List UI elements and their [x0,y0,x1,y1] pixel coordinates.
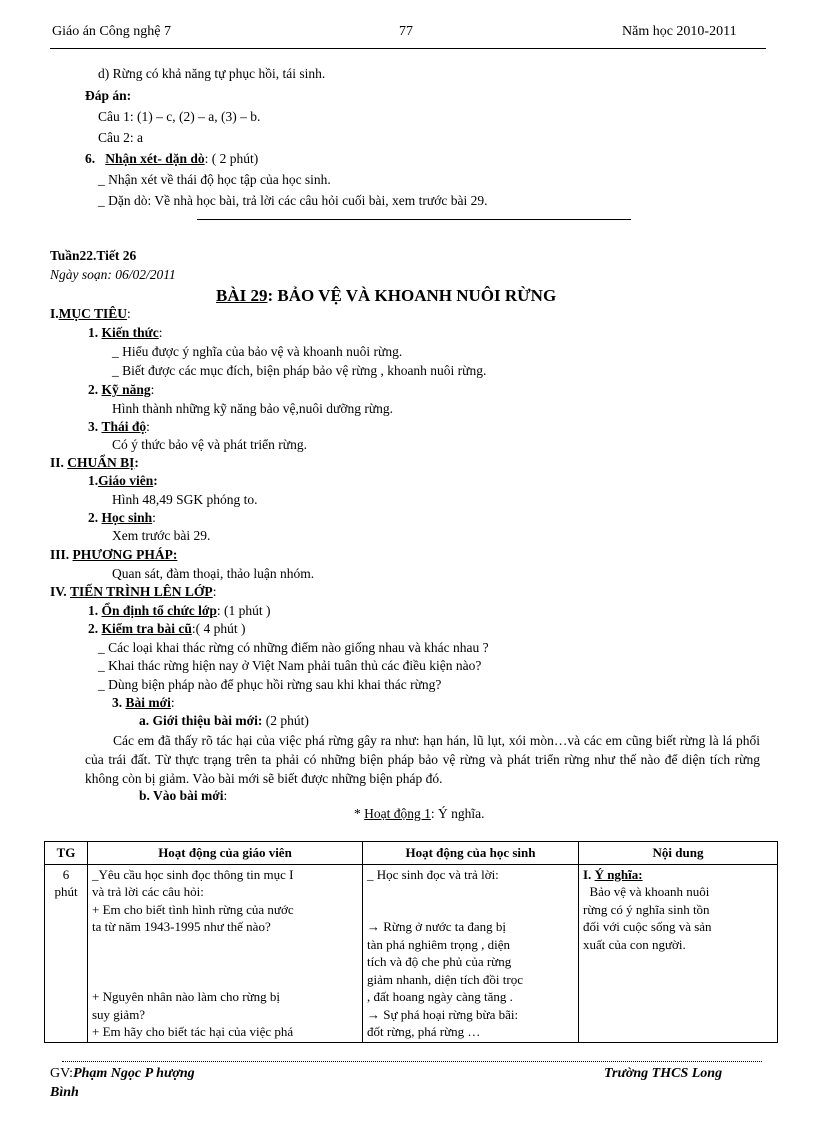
attitude-item-1: Có ý thức bảo vệ và phát triển rừng. [112,437,307,452]
homework-line: _ Dặn dò: Về nhà học bài, trả lời các câu hỏi cuối bài, xem trước bài 29. [98,193,488,208]
section-methods: III. PHƯƠNG PHÁP: [50,547,178,562]
teacher-line: và trả lời các câu hỏi: [92,884,204,899]
review-check: 2. Kiểm tra bài cũ:( 4 phút ) [88,621,246,636]
cell-teacher-activity [88,864,363,1042]
content-line: xuất của con người. [583,936,686,952]
answer-option-d: d) Rừng có khả năng tự phục hồi, tái sinh. [98,66,326,81]
header-rule [50,48,766,49]
student-line: đốt rừng, phá rừng … [367,1024,481,1039]
teacher-line: + Em hãy cho biết tác hại của việc phá [92,1024,294,1039]
introduction-paragraph: Các em đã thấy rõ tác hại của việc phá rừng gây ra như: hạn hán, lũ lụt, xói mòn…và các em cũng biết rừng là lá phổi của trái đất. Từ thực trạng trên ta phải có những biện pháp bảo vệ rừng và phát triển rừng như thế nào để diện tích rừng không còn bị giảm. Vào bài mới sẽ biết được những biện pháp đó. [85,733,760,786]
header-school-year: Năm học 2010-2011 [622,24,737,39]
lesson-start-heading: b. Vào bài mới: [139,788,228,803]
review-question-3: _ Dùng biện pháp nào để phục hồi rừng sau khi khai thác rừng? [98,677,442,692]
student-line: tích và độ che phủ của rừng [367,954,512,969]
footer-school: Trường THCS Long [604,1066,723,1081]
content-line: đối với cuộc sống và sản [583,919,712,934]
section-6-title: Nhận xét- dặn dò [105,151,205,166]
answer-question-2: Câu 2: a [98,130,143,145]
header-subject: Giáo án Công nghệ 7 [52,24,171,39]
review-question-1: _ Các loại khai thác rừng có những điểm nào giống nhau và khác nhau ? [98,640,489,655]
preparation-date: Ngày soạn: 06/02/2011 [50,267,176,282]
student-line: _ Học sinh đọc và trả lời: [367,866,499,882]
teacher-prep-heading: 1.Giáo viên: [88,473,158,488]
column-header-teacher: Hoạt động của giáo viên [88,842,363,865]
student-line: tàn phá nghiêm trọng , diện [367,936,510,952]
teacher-line: + Nguyên nhân nào làm cho rừng bị [92,989,281,1004]
teacher-line: + Em cho biết tình hình rừng của nước [92,901,294,917]
lesson-introduction-heading: a. Giới thiệu bài mới: (2 phút) [139,713,309,728]
teacher-line: _Yêu cầu học sinh đọc thông tin mục I [92,866,294,882]
footer-school-continued: Bình [50,1085,79,1100]
section-procedure: IV. TIẾN TRÌNH LÊN LỚP: [50,584,217,599]
answer-question-1: Câu 1: (1) – c, (2) – a, (3) – b. [98,109,261,124]
class-organization: 1. Ổn định tổ chức lớp: (1 phút ) [88,603,271,618]
knowledge-item-1: _ Hiểu được ý nghĩa của bảo vệ và khoanh nuôi rừng. [112,344,403,359]
section-preparation: II. CHUẨN BỊ: [50,455,139,470]
knowledge-item-2: _ Biết được các mục đích, biện pháp bảo vệ rừng , khoanh nuôi rừng. [112,363,487,378]
column-header-content: Nội dung [579,842,778,865]
answer-key-label: Đáp án: [85,88,132,103]
section-objectives: I.MỤC TIÊU: [50,306,131,321]
lesson-title: BÀI 29: BẢO VỆ VÀ KHOANH NUÔI RỪNG [216,286,557,305]
student-line: → Rừng ở nước ta đang bị [367,919,507,934]
section-divider [197,219,631,220]
student-line: giảm nhanh, diện tích đồi trọc [367,971,523,987]
new-lesson-heading: 3. Bài mới: [112,695,175,710]
column-header-time: TG [45,842,88,865]
table-row [45,864,778,1042]
teacher-line: suy giảm? [92,1006,146,1022]
knowledge-heading: 1. Kiến thức: [88,325,163,340]
attitude-heading: 3. Thái độ: [88,419,150,434]
content-title: I. Ý nghĩa: [583,866,643,882]
student-prep-item: Xem trước bài 29. [112,528,211,543]
methods-item: Quan sát, đàm thoại, thảo luận nhóm. [112,566,315,581]
cell-student-activity [363,864,579,1042]
footer-rule [62,1061,762,1062]
table-header-row [45,842,778,865]
student-prep-heading: 2. Học sinh: [88,510,156,525]
skills-item-1: Hình thành những kỹ năng bảo vệ,nuôi dưỡng rừng. [112,401,394,416]
student-line: , đất hoang ngày càng tăng . [367,989,513,1004]
cell-content [579,864,778,1042]
column-header-student: Hoạt động của học sinh [363,842,579,865]
activity-table [44,841,778,1043]
skills-heading: 2. Kỹ năng: [88,382,155,397]
teacher-prep-item: Hình 48,49 SGK phóng to. [112,492,258,507]
content-line: rừng có ý nghĩa sinh tồn [583,901,710,917]
section-6-heading: 6. Nhận xét- dặn dò: ( 2 phút) [85,151,259,166]
review-question-2: _ Khai thác rừng hiện nay ở Việt Nam phải tuân thủ các điều kiện nào? [98,658,482,673]
week-period: Tuần22.Tiết 26 [50,248,137,263]
content-line: Bảo vệ và khoanh nuôi [583,884,710,899]
teacher-line: ta từ năm 1943-1995 như thế nào? [92,919,271,934]
activity-1-heading: * Hoạt động 1: Ý nghĩa. [354,806,485,821]
student-line: → Sự phá hoại rừng bừa bãi: [367,1006,519,1022]
page-number: 77 [399,24,413,39]
feedback-line: _ Nhận xét về thái độ học tập của học sinh. [98,172,331,187]
cell-time: 6 phút [45,864,88,1042]
footer-teacher: GV:Phạm Ngọc P hượng [50,1066,195,1081]
